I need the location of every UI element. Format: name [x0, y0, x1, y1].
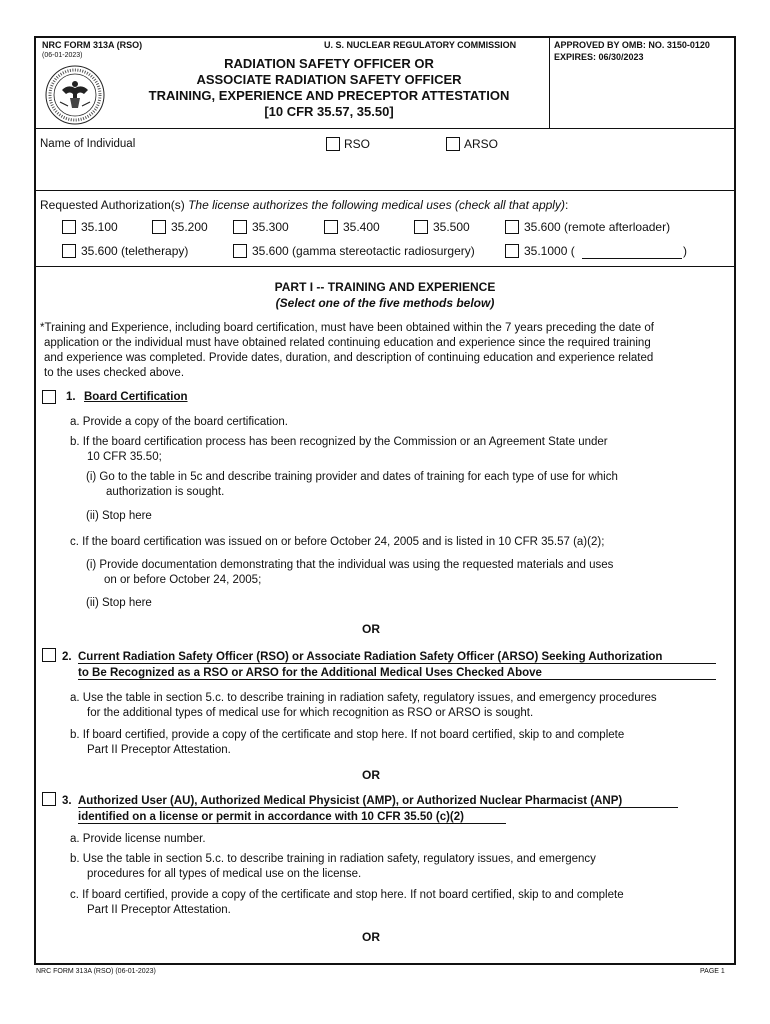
use-35300-checkbox[interactable] — [233, 220, 247, 234]
use-35600-gamma-label: 35.600 (gamma stereotactic radiosurgery) — [252, 244, 475, 258]
title-line-4: [10 CFR 35.57, 35.50] — [264, 104, 394, 119]
use-351000-label: 35.1000 ( — [524, 244, 575, 258]
method-2-title-line-2: to Be Recognized as a RSO or ARSO for the Additional Medical Uses Checked Above — [78, 667, 716, 680]
use-35100-label: 35.100 — [81, 220, 118, 234]
omb-number: APPROVED BY OMB: NO. 3150-0120 — [554, 40, 710, 50]
method-3-b-line-2: procedures for all types of medical use on the license. — [87, 868, 362, 880]
method-1-c-i-line-2: on or before October 24, 2005; — [104, 574, 262, 586]
method-3-a: a. Provide license number. — [70, 833, 206, 845]
use-35300-label: 35.300 — [252, 220, 289, 234]
use-35100-checkbox[interactable] — [62, 220, 76, 234]
authorization-label — [40, 198, 568, 212]
name-label: Name of Individual — [40, 138, 136, 150]
method-3-b-line-1: b. Use the table in section 5.c. to describe training in radiation safety, regulatory issues, and emergency — [70, 853, 596, 865]
use-35500-label: 35.500 — [433, 220, 470, 234]
method-2-a-line-1: a. Use the table in section 5.c. to describe training in radiation safety, regulatory issues, and emergency procedures — [70, 692, 657, 704]
intro-line-4: to the uses checked above. — [44, 367, 185, 379]
method-1-number: 1. — [66, 391, 76, 403]
method-1-b-line-1: b. If the board certification process has been recognized by the Commission or an Agreement State under — [70, 436, 608, 448]
method-3-c-line-1: c. If board certified, provide a copy of the certificate and stop here. If not board certified, skip to and complete — [70, 889, 624, 901]
authorization-label-italic: The license authorizes the following medical uses (check all that apply) — [188, 198, 565, 212]
form-frame — [34, 36, 736, 965]
title-line-1: RADIATION SAFETY OFFICER OR — [224, 56, 434, 71]
use-35500-checkbox[interactable] — [414, 220, 428, 234]
method-2-b-line-2: Part II Preceptor Attestation. — [87, 744, 231, 756]
name-bottom-rule — [36, 190, 734, 191]
use-35600-gamma-checkbox[interactable] — [233, 244, 247, 258]
or-separator-2: OR — [362, 768, 380, 782]
nrc-seal-icon — [44, 64, 106, 126]
method-2-checkbox[interactable] — [42, 648, 56, 662]
footer-form-id: NRC FORM 313A (RSO) (06-01-2023) — [36, 968, 156, 975]
use-35400-checkbox[interactable] — [324, 220, 338, 234]
method-1-b-ii: (ii) Stop here — [86, 510, 152, 522]
method-3-title-line-2: identified on a license or permit in accordance with 10 CFR 35.50 (c)(2) — [78, 811, 506, 824]
method-3-c-line-2: Part II Preceptor Attestation. — [87, 904, 231, 916]
use-35200-label: 35.200 — [171, 220, 208, 234]
method-1-title: Board Certification — [84, 391, 188, 403]
use-351000-specify-field[interactable] — [582, 244, 682, 259]
method-3-checkbox[interactable] — [42, 792, 56, 806]
title-line-3: TRAINING, EXPERIENCE AND PRECEPTOR ATTESTATION — [148, 88, 510, 103]
part1-heading: PART I -- TRAINING AND EXPERIENCE — [274, 280, 496, 294]
authorization-bottom-rule — [36, 266, 734, 267]
expiration-date: EXPIRES: 06/30/2023 — [554, 52, 644, 62]
method-1-c-ii: (ii) Stop here — [86, 597, 152, 609]
method-1-b-line-2: 10 CFR 35.50; — [87, 451, 162, 463]
or-separator-3: OR — [362, 930, 380, 944]
method-1-c: c. If the board certification was issued on or before October 24, 2005 and is listed in 10 CFR 35.57 (a)(2); — [70, 536, 605, 548]
rso-checkbox[interactable] — [326, 137, 340, 151]
arso-label: ARSO — [464, 137, 499, 151]
intro-line-1: *Training and Experience, including board certification, must have been obtained within the 7 years preceding the date of — [40, 322, 654, 334]
use-351000-close-paren: ) — [683, 244, 687, 258]
use-351000-checkbox[interactable] — [505, 244, 519, 258]
title-line-2: ASSOCIATE RADIATION SAFETY OFFICER — [196, 72, 462, 87]
method-1-b-i-line-1: (i) Go to the table in 5c and describe training provider and dates of training for each type of use for which — [86, 471, 618, 483]
rso-label: RSO — [344, 137, 371, 151]
header-bottom-rule — [36, 128, 734, 129]
form-number: NRC FORM 313A (RSO) — [42, 40, 143, 50]
method-3-number: 3. — [62, 795, 72, 807]
use-35600-remote-label: 35.600 (remote afterloader) — [524, 220, 671, 234]
use-35600-teletherapy-label: 35.600 (teletherapy) — [81, 244, 189, 258]
form-date: (06-01-2023) — [42, 52, 83, 59]
method-2-b-line-1: b. If board certified, provide a copy of the certificate and stop here. If not board certified, skip to and complete — [70, 729, 625, 741]
authorization-label-colon: : — [564, 198, 569, 212]
method-3-title-line-1: Authorized User (AU), Authorized Medical Physicist (AMP), or Authorized Nuclear Pharmacist (ANP) — [78, 795, 678, 808]
use-35600-teletherapy-checkbox[interactable] — [62, 244, 76, 258]
use-35200-checkbox[interactable] — [152, 220, 166, 234]
agency-name: U. S. NUCLEAR REGULATORY COMMISSION — [324, 40, 517, 50]
method-2-number: 2. — [62, 651, 72, 663]
authorization-label-plain: Requested Authorization(s) — [40, 198, 189, 212]
footer-page-number: PAGE 1 — [700, 968, 725, 975]
use-35400-label: 35.400 — [343, 220, 380, 234]
use-35600-remote-checkbox[interactable] — [505, 220, 519, 234]
intro-line-2: application or the individual must have obtained related continuing education and experience since the required training — [44, 337, 651, 349]
or-separator-1: OR — [362, 622, 380, 636]
method-1-checkbox[interactable] — [42, 390, 56, 404]
method-2-title-line-1: Current Radiation Safety Officer (RSO) or Associate Radiation Safety Officer (ARSO) Seeking Authorization — [78, 651, 716, 664]
header-divider — [549, 38, 550, 128]
intro-line-3: and experience was completed. Provide dates, duration, and description of continuing education and experience related — [44, 352, 654, 364]
method-1-b-i-line-2: authorization is sought. — [106, 486, 225, 498]
method-1-c-i-line-1: (i) Provide documentation demonstrating that the individual was using the requested materials and uses — [86, 559, 614, 571]
part1-subheading: (Select one of the five methods below) — [275, 296, 495, 310]
method-2-a-line-2: for the additional types of medical use for which recognition as RSO or ARSO is sought. — [87, 707, 534, 719]
arso-checkbox[interactable] — [446, 137, 460, 151]
method-1-a: a. Provide a copy of the board certification. — [70, 416, 288, 428]
